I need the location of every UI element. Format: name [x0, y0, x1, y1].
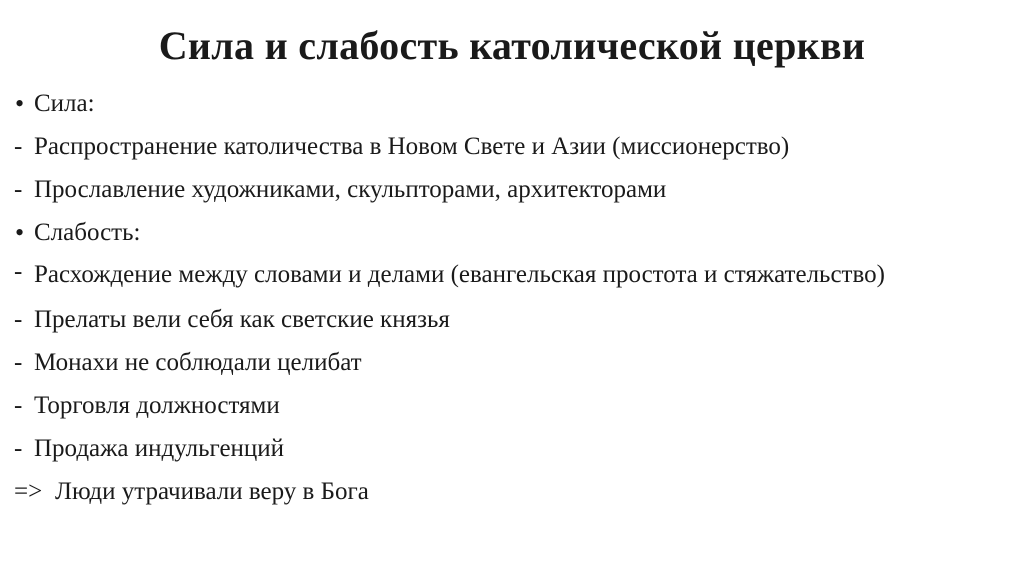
list-item	[14, 427, 1010, 470]
arrow-marker: =>	[14, 478, 43, 505]
bullet-marker: •	[15, 218, 25, 247]
list-item-text: Монахи не соблюдали целибат	[34, 349, 362, 376]
dash-marker: -	[14, 349, 23, 376]
dash-marker: -	[14, 435, 23, 462]
bullet-marker: •	[15, 89, 25, 118]
bullet-list	[14, 82, 1010, 513]
list-item-text: Расхождение между словами и делами (евангельская простота и стяжательство)	[34, 261, 885, 288]
conclusion-text: Люди утрачивали веру в Бога	[55, 478, 369, 505]
dash-marker: -	[14, 133, 23, 160]
list-item	[14, 125, 1010, 168]
list-item	[14, 211, 1010, 254]
list-item-text: Прелаты вели себя как светские князья	[34, 306, 450, 333]
list-item-text: Сила:	[34, 90, 95, 117]
list-item	[14, 168, 1010, 211]
list-item-text: Продажа индульгенций	[34, 435, 285, 462]
list-item-text: Распространение католичества в Новом Свете и Азии (миссионерство)	[34, 133, 790, 160]
dash-marker: -	[14, 258, 23, 285]
list-item	[14, 254, 1010, 298]
list-item	[14, 82, 1010, 125]
list-item	[14, 298, 1010, 341]
slide-title: Сила и слабость католической церкви	[158, 23, 866, 68]
list-item	[14, 384, 1010, 427]
conclusion-item	[14, 470, 1010, 513]
list-item-text: Прославление художниками, скульпторами, архитекторами	[34, 176, 667, 203]
list-item-text: Торговля должностями	[34, 392, 280, 419]
dash-marker: -	[14, 392, 23, 419]
dash-marker: -	[14, 306, 23, 333]
dash-marker: -	[14, 176, 23, 203]
list-item-text: Слабость:	[34, 219, 141, 246]
list-item	[14, 341, 1010, 384]
